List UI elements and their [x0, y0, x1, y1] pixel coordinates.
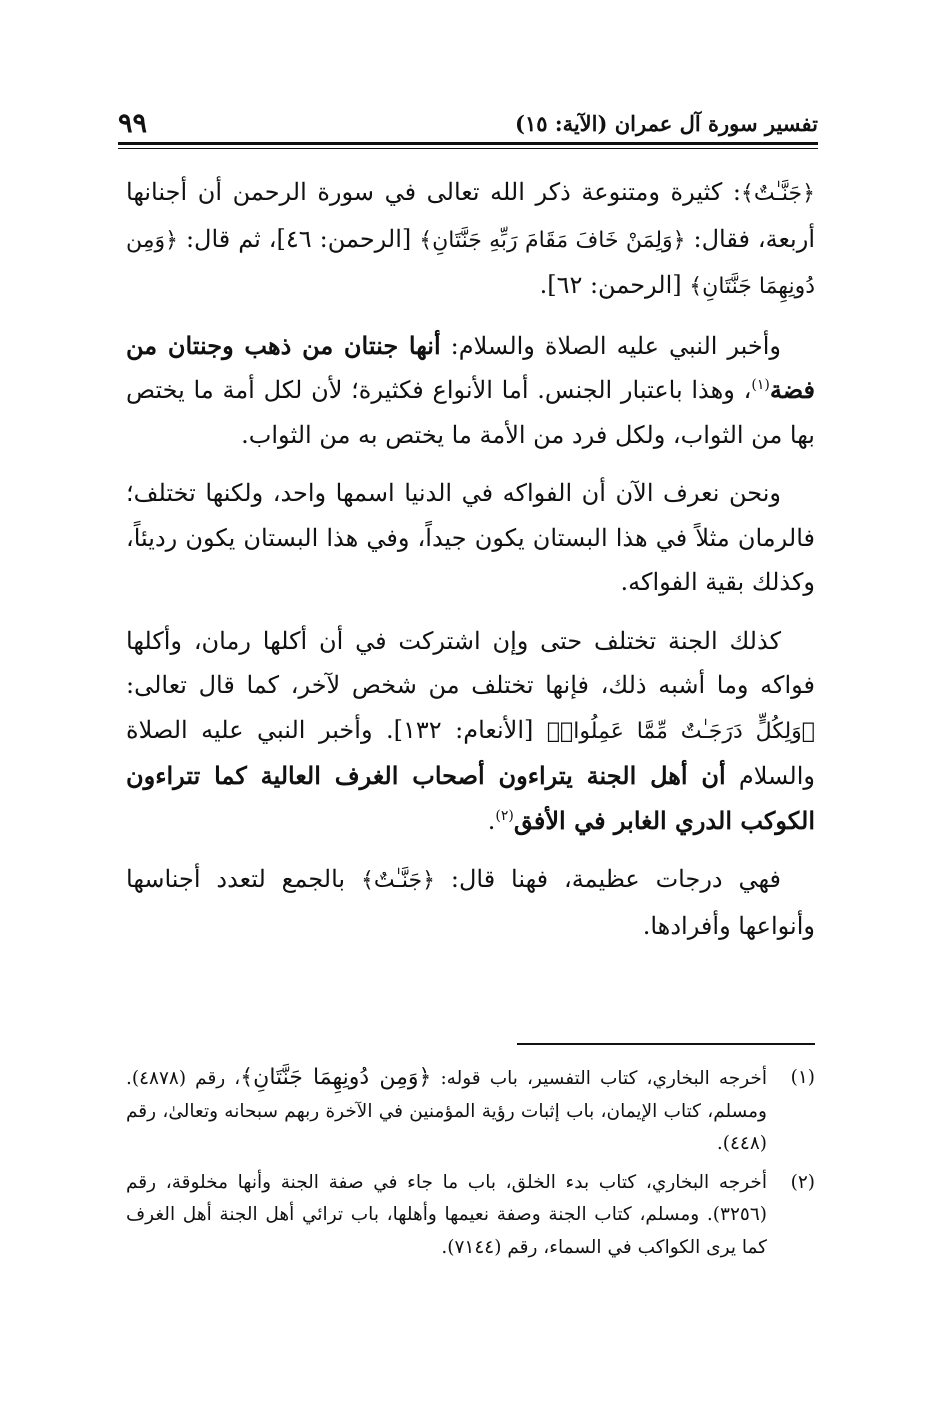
paragraph-3 — [126, 471, 815, 605]
paragraph-5 — [126, 857, 815, 948]
footnotes — [126, 1062, 815, 1270]
footnote-text-part: ، رقم (٤٨٧٨). ومسلم، كتاب الإيمان، باب إثبات رؤية المؤمنين في الآخرة ربهم سبحانه وتعالىٰ، رقم (٤٤٨). — [126, 1068, 767, 1154]
hadith-quote: أنها جنتان من ذهب وجنتان من فضة — [126, 330, 815, 404]
quran-quote: ﴿وَلِمَنْ خَافَ مَقَامَ رَبِّهِ جَنَّتَانِ﴾ — [419, 227, 686, 253]
main-text — [126, 170, 815, 962]
paragraph-1 — [126, 170, 815, 310]
paragraph-text: وأخبر النبي عليه الصلاة والسلام: — [440, 331, 782, 360]
header-rule-thin — [118, 148, 818, 149]
footnote-number: (١) — [790, 1067, 815, 1088]
footnote-1 — [126, 1062, 815, 1161]
paragraph-text: [الرحمن: ٦٢]. — [539, 271, 690, 299]
quran-quote: ﴿جَنَّـٰتٌ﴾ — [360, 868, 436, 893]
paragraph-4 — [126, 619, 815, 844]
footnote-text-part: أخرجه البخاري، كتاب بدء الخلق، باب ما جاء في صفة الجنة وأنها مخلوقة، رقم (٣٢٥٦). ومسلم، كتاب الجنة وصفة نعيمها وأهلها، باب ترائي أهل الجنة أهل الغرف كما يرى الكواكب في السماء، رقم (٧١٤٤). — [126, 1171, 767, 1258]
footnote-ref-2[interactable]: (٢) — [495, 807, 514, 824]
page-header — [118, 106, 818, 140]
hadith-quote: أن أهل الجنة يتراءون أصحاب الغرف العالية كما تتراءون الكوكب الدري الغابر في الأفق — [126, 761, 815, 835]
paragraph-text: . — [487, 806, 496, 835]
running-title: تفسير سورة آل عمران (الآية: ١٥) — [515, 110, 818, 136]
paragraph-text: ونحن نعرف الآن أن الفواكه في الدنيا اسمها واحد، ولكنها تختلف؛ فالرمان مثلاً في هذا البستان يكون جيداً، وفي هذا البستان يكون رديئاً، وكذلك بقية الفواكه. — [126, 479, 815, 596]
paragraph-2 — [126, 324, 815, 458]
footnote-separator — [517, 1043, 815, 1045]
quran-quote: ﴿وَمِن دُونِهِمَا جَنَّتَانِ﴾ — [126, 227, 815, 299]
paragraph-text: [الأنعام: ١٣٢]. وأخبر النبي عليه الصلاة والسلام — [126, 715, 815, 790]
paragraph-text: فهي درجات عظيمة، فهنا قال: — [435, 865, 781, 893]
footnote-number: (٢) — [790, 1171, 815, 1193]
footnote-text — [126, 1167, 767, 1265]
quran-quote: ﴿جَنَّـٰتٌ﴾ — [740, 181, 815, 206]
footnote-2 — [126, 1167, 815, 1265]
paragraph-text: بالجمع لتعدد أجناسها وأنواعها وأفرادها. — [126, 865, 815, 940]
paragraph-text: ، وهذا باعتبار الجنس. أما الأنواع فكثيرة؛ لأن لكل أمة ما يختص بها من الثواب، ولكل فرد من الأمة ما يختص به من الثواب. — [126, 376, 815, 449]
header-rule — [118, 142, 818, 145]
quran-quote: ﴿وَمِن دُونِهِمَا جَنَّتَانِ﴾ — [240, 1065, 432, 1090]
footnote-text — [126, 1062, 767, 1161]
footnote-text-part: أخرجه البخاري، كتاب التفسير، باب قوله: — [431, 1068, 768, 1089]
paragraph-text: [الرحمن: ٤٦]، ثم قال: — [178, 224, 420, 253]
quran-quote: ﴿وَلِكُلٍّ دَرَجَـٰتٌ مِّمَّا عَمِلُوا۟﴾ — [546, 718, 815, 744]
paragraph-text: : كثيرة ومتنوعة ذكر الله تعالى في سورة الرحمن أن أجنانها أربعة، فقال: — [126, 178, 815, 253]
page-number: ٩٩ — [118, 107, 148, 139]
paragraph-text: كذلك الجنة تختلف حتى وإن اشتركت في أن أكلها رمان، وأكلها فواكه وما أشبه ذلك، فإنها تختلف من شخص لآخر، كما قال تعالى: — [126, 626, 815, 699]
footnote-ref-1[interactable]: (١) — [751, 377, 770, 393]
